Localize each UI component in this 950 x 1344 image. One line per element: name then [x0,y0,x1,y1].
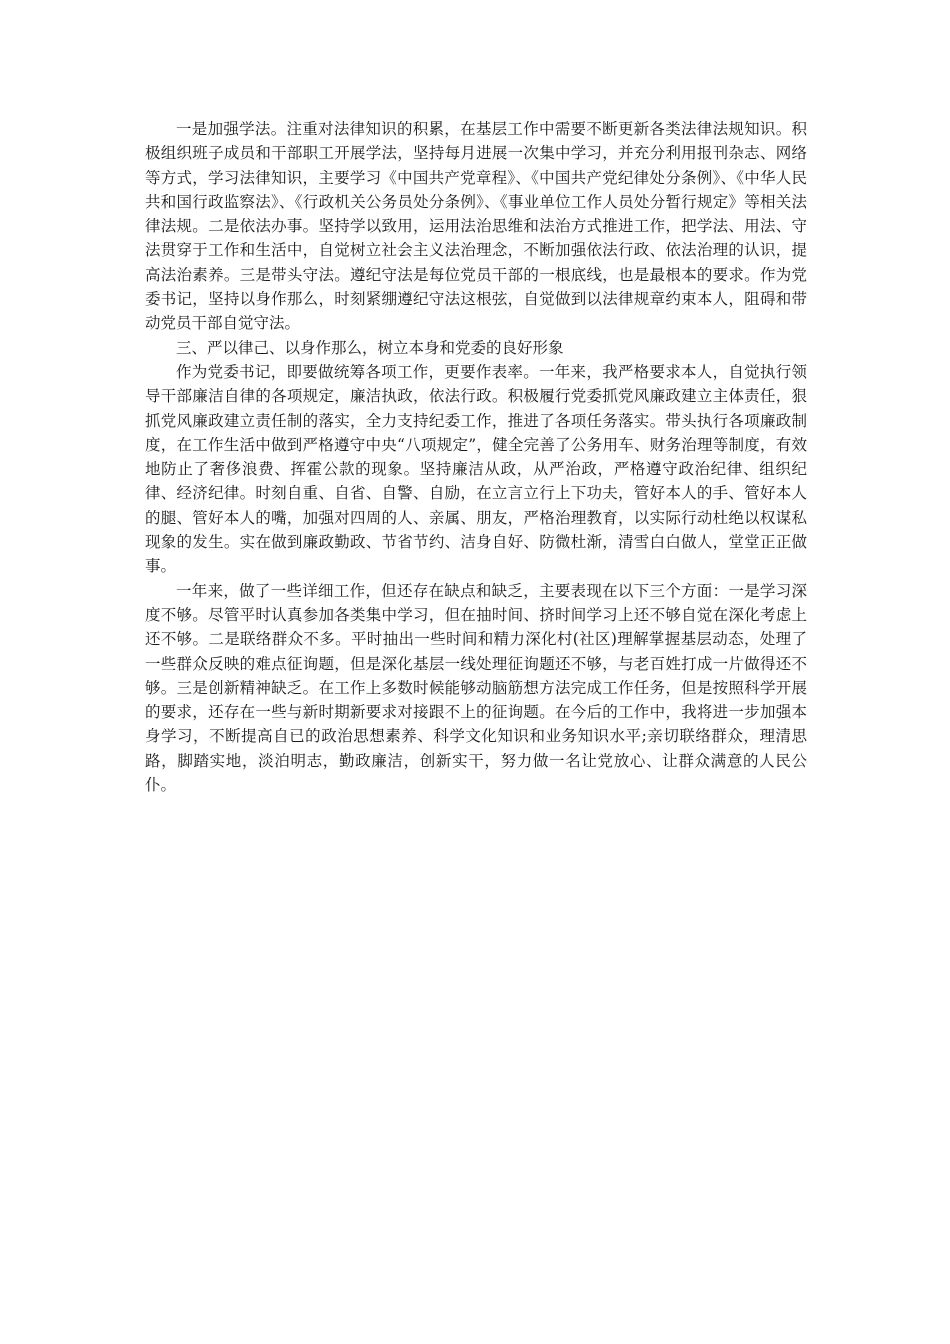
section-heading-three: 三、严以律己、以身作那么，树立本身和党委的良好形象 [176,338,564,357]
paragraph-study-law: 一是加强学法。注重对法律知识的积累，在基层工作中需要不断更新各类法律法规知识。积极组织班子成员和干部职工开展学法，坚持每月进展一次集中学习，并充分利用报刊杂志、网络等方式，学习法律知识，主要学习《中国共产党章程》、《中国共产党纪律处分条例》、《中华人民共和国行政监察法》、《行政机关公务员处分条例》、《事业单位工作人员处分暂行规定》等相关法律法规。二是依法办事。坚持学以致用，运用法治思维和法治方式推进工作，把学法、用法、守法贯穿于工作和生活中，自觉树立社会主义法治理念，不断加强依法行政、依法治理的认识，提高法治素养。三是带头守法。遵纪守法是每位党员干部的一根底线，也是最根本的要求。作为党委书记，坚持以身作那么，时刻紧绷遵纪守法这根弦，自觉做到以法律规章约束本人，阻碍和带动党员干部自觉守法。 [145,120,807,333]
document-body [145,117,807,797]
paragraph-self-discipline: 作为党委书记，即要做统筹各项工作，更要作表率。一年来，我严格要求本人，自觉执行领导干部廉洁自律的各项规定，廉洁执政，依法行政。积极履行党委抓党风廉政建立主体责任，狠抓党风廉政建立责任制的落实，全力支持纪委工作，推进了各项任务落实。带头执行各项廉政制度，在工作生活中做到严格遵守中央“八项规定”，健全完善了公务用车、财务治理等制度，有效地防止了奢侈浪费、挥霍公款的现象。坚持廉洁从政，从严治政，严格遵守政治纪律、组织纪律、经济纪律。时刻自重、自省、自警、自励，在立言立行上下功夫，管好本人的手、管好本人的腿、管好本人的嘴，加强对四周的人、亲属、朋友，严格治理教育，以实际行动杜绝以权谋私现象的发生。实在做到廉政勤政、节省节约、洁身自好、防微杜渐，清雪白白做人，堂堂正正做事。 [145,362,807,576]
paragraph-shortcomings: 一年来，做了一些详细工作，但还存在缺点和缺乏，主要表现在以下三个方面：一是学习深度不够。尽管平时认真参加各类集中学习，但在抽时间、挤时间学习上还不够自觉在深化考虑上还不够。二是联络群众不多。平时抽出一些时间和精力深化村(社区)理解掌握基层动态，处理了一些群众反映的难点征询题，但是深化基层一线处理征询题还不够，与老百姓打成一片做得还不够。三是创新精神缺乏。在工作上多数时候能够动脑筋想方法完成工作任务，但是按照科学开展的要求，还存在一些与新时期新要求对接跟不上的征询题。在今后的工作中，我将进一步加强本身学习，不断提高自已的政治思想素养、科学文化知识和业务知识水平;亲切联络群众，理清思路，脚踏实地，淡泊明志，勤政廉洁，创新实干，努力做一名让党放心、让群众满意的人民公仆。 [145,581,807,795]
